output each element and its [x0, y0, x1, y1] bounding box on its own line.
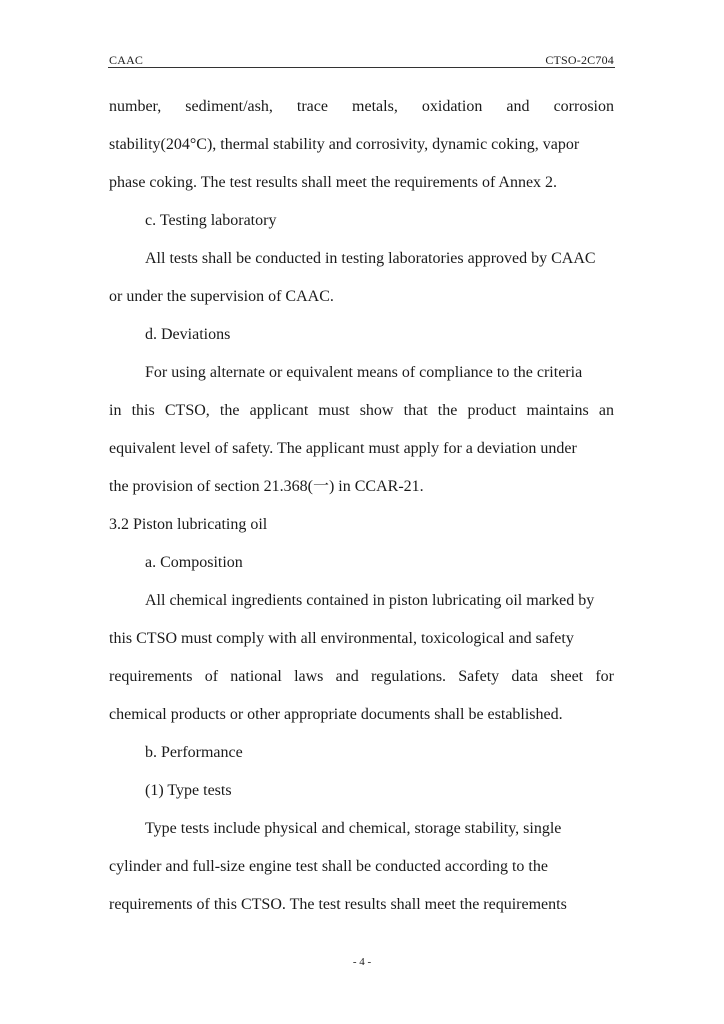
- text-line: All chemical ingredients contained in piston lubricating oil marked by: [145, 592, 595, 609]
- text-line: number, sediment/ash, trace metals, oxidation and corrosion: [109, 98, 614, 115]
- section-heading: d. Deviations: [145, 326, 231, 343]
- text-line: Type tests include physical and chemical, storage stability, single: [145, 820, 562, 837]
- text-line: For using alternate or equivalent means of compliance to the criteria: [145, 364, 583, 381]
- header-right: CTSO-2C704: [545, 53, 614, 67]
- header-left: CAAC: [109, 53, 144, 67]
- text-line: phase coking. The test results shall meet the requirements of Annex 2.: [109, 174, 558, 191]
- text-line: requirements of this CTSO. The test results shall meet the requirements: [109, 896, 567, 913]
- section-heading: (1) Type tests: [145, 782, 232, 799]
- text-line: requirements of national laws and regulations. Safety data sheet for: [109, 668, 614, 685]
- section-heading: b. Performance: [145, 744, 243, 761]
- text-line: All tests shall be conducted in testing laboratories approved by CAAC: [145, 250, 596, 267]
- text-line: or under the supervision of CAAC.: [109, 288, 334, 305]
- page-number: - 4 -: [352, 956, 372, 968]
- text-line: the provision of section 21.368(一) in CCAR-21.: [109, 478, 424, 495]
- section-heading: c. Testing laboratory: [145, 212, 277, 229]
- text-line: cylinder and full-size engine test shall be conducted according to the: [109, 858, 548, 875]
- text-line: in this CTSO, the applicant must show that the product maintains an: [109, 402, 614, 419]
- section-heading: a. Composition: [145, 554, 243, 571]
- header-rule: [108, 67, 615, 68]
- text-line: equivalent level of safety. The applicant must apply for a deviation under: [109, 440, 577, 457]
- text-line: chemical products or other appropriate documents shall be established.: [109, 706, 563, 723]
- text-line: stability(204°C), thermal stability and corrosivity, dynamic coking, vapor: [109, 136, 580, 153]
- section-heading: 3.2 Piston lubricating oil: [109, 516, 268, 533]
- text-line: this CTSO must comply with all environmental, toxicological and safety: [109, 630, 574, 647]
